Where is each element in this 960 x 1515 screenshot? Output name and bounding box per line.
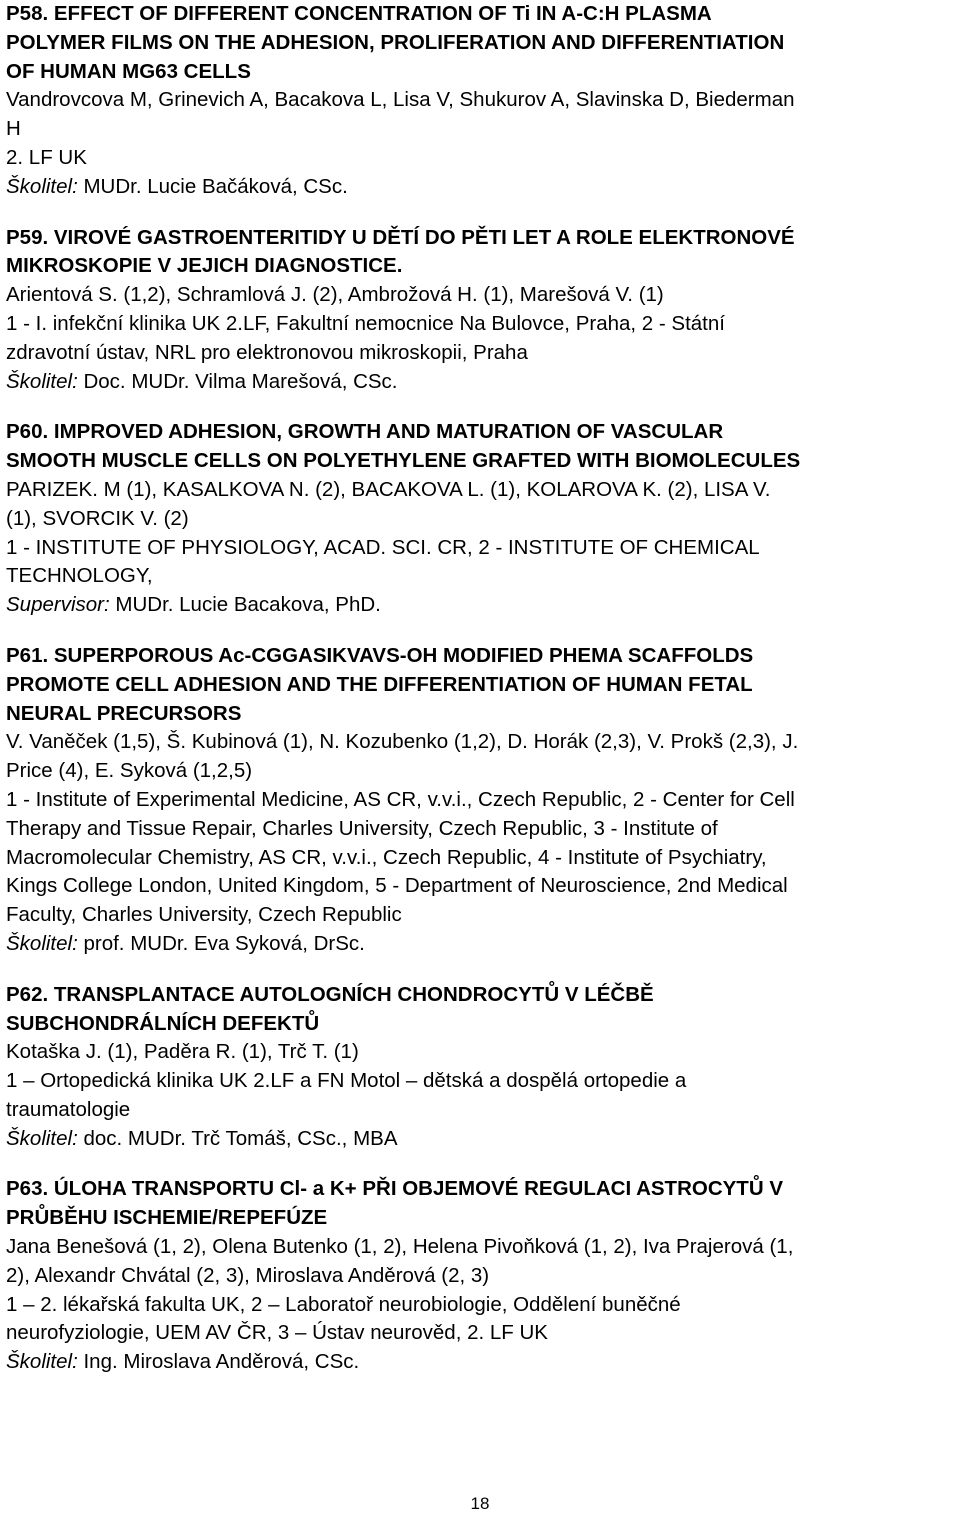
abstract-body-line: traumatologie	[6, 1097, 131, 1121]
abstract-body-line: neurofyziologie, UEM AV ČR, 3 – Ústav neurověd, 2. LF UK	[6, 1321, 548, 1345]
abstract-p58	[6, 0, 956, 202]
abstract-title-text: SUPERPOROUS Ac-CGGASIKVAVS-OH MODIFIED PHEMA SCAFFOLDS	[53, 643, 754, 667]
abstract-title-line: NEURAL PRECURSORS	[6, 701, 242, 725]
abstract-title-line: OF HUMAN MG63 CELLS	[6, 59, 251, 83]
abstract-body-line: 1 – Ortopedická klinika UK 2.LF a FN Motol – dětská a dospělá ortopedie a	[6, 1069, 687, 1093]
abstract-body-line: TECHNOLOGY,	[6, 564, 153, 588]
abstract-p63	[6, 1175, 956, 1377]
abstract-title-text: ÚLOHA TRANSPORTU Cl- a K+ PŘI OBJEMOVÉ REGULACI ASTROCYTŮ V	[53, 1177, 784, 1201]
supervisor-label: Školitel:	[6, 369, 78, 393]
abstract-p61	[6, 642, 956, 959]
abstract-body-line: H	[6, 117, 21, 141]
abstract-body-line: V. Vaněček (1,5), Š. Kubinová (1), N. Kozubenko (1,2), D. Horák (2,3), V. Prokš (2,3), J.	[6, 730, 799, 754]
abstract-body-line: 1 - Institute of Experimental Medicine, AS CR, v.v.i., Czech Republic, 2 - Center for Cell	[6, 787, 795, 811]
abstract-body-line: Therapy and Tissue Repair, Charles University, Czech Republic, 3 - Institute of	[6, 816, 718, 840]
abstract-body-line: (1), SVORCIK V. (2)	[6, 506, 189, 530]
abstract-title-line	[6, 224, 956, 253]
abstract-body-line: Macromolecular Chemistry, AS CR, v.v.i., Czech Republic, 4 - Institute of Psychiatry,	[6, 845, 767, 869]
abstract-title-line	[6, 0, 956, 29]
abstract-title-line: PROMOTE CELL ADHESION AND THE DIFFERENTIATION OF HUMAN FETAL	[6, 672, 753, 696]
abstract-body-line: 1 - I. infekční klinika UK 2.LF, Fakultní nemocnice Na Bulovce, Praha, 2 - Státní	[6, 311, 725, 335]
supervisor-label: Školitel:	[6, 1126, 78, 1150]
abstract-title-line: MIKROSKOPIE V JEJICH DIAGNOSTICE.	[6, 254, 403, 278]
abstract-body-line: Jana Benešová (1, 2), Olena Butenko (1, 2), Helena Pivoňková (1, 2), Iva Prajerová (1,	[6, 1235, 794, 1259]
supervisor-label: Supervisor:	[6, 593, 110, 617]
supervisor-line	[6, 368, 956, 397]
abstract-title-line	[6, 642, 956, 671]
abstract-p59	[6, 224, 956, 397]
abstract-code: P58.	[6, 2, 49, 25]
abstract-body-line: 1 - INSTITUTE OF PHYSIOLOGY, ACAD. SCI. CR, 2 - INSTITUTE OF CHEMICAL	[6, 535, 760, 559]
abstract-body-line: 2. LF UK	[6, 145, 87, 169]
supervisor-label: Školitel:	[6, 931, 78, 955]
abstract-body-line: 2), Alexandr Chvátal (2, 3), Miroslava Anděrová (2, 3)	[6, 1263, 490, 1287]
abstract-code: P60.	[6, 420, 49, 444]
abstract-title-line	[6, 418, 956, 447]
abstract-body-line: Kings College London, United Kingdom, 5 - Department of Neuroscience, 2nd Medical	[6, 874, 788, 898]
supervisor-line	[6, 591, 956, 620]
page-content	[6, 0, 956, 1377]
page-number: 18	[470, 1494, 490, 1513]
abstract-title-line	[6, 981, 956, 1010]
abstract-body-line: Vandrovcova M, Grinevich A, Bacakova L, Lisa V, Shukurov A, Slavinska D, Biederman	[6, 88, 795, 112]
abstract-code: P63.	[6, 1177, 49, 1201]
abstract-body-line: Price (4), E. Syková (1,2,5)	[6, 759, 253, 783]
abstract-p62	[6, 981, 956, 1154]
abstract-code: P62.	[6, 982, 49, 1006]
abstract-body-line: PARIZEK. M (1), KASALKOVA N. (2), BACAKOVA L. (1), KOLAROVA K. (2), LISA V.	[6, 477, 771, 501]
supervisor-name: prof. MUDr. Eva Syková, DrSc.	[77, 931, 365, 955]
abstract-code: P59.	[6, 225, 49, 249]
abstract-body-line: zdravotní ústav, NRL pro elektronovou mikroskopii, Praha	[6, 340, 528, 364]
supervisor-line	[6, 930, 956, 959]
supervisor-name: Doc. MUDr. Vilma Marešová, CSc.	[77, 369, 398, 393]
abstract-body-line: Kotaška J. (1), Paděra R. (1), Trč T. (1)	[6, 1040, 359, 1064]
abstract-body-line: Arientová S. (1,2), Schramlová J. (2), Ambrožová H. (1), Marešová V. (1)	[6, 283, 664, 307]
supervisor-line	[6, 1125, 956, 1154]
supervisor-line	[6, 1348, 956, 1377]
abstract-title-line: POLYMER FILMS ON THE ADHESION, PROLIFERATION AND DIFFERENTIATION	[6, 30, 785, 54]
supervisor-line	[6, 173, 956, 202]
abstract-title-line: SMOOTH MUSCLE CELLS ON POLYETHYLENE GRAFTED WITH BIOMOLECULES	[6, 449, 801, 473]
abstract-title-text: EFFECT OF DIFFERENT CONCENTRATION OF Ti IN A-C:H PLASMA	[53, 2, 712, 25]
supervisor-name: MUDr. Lucie Bačáková, CSc.	[77, 174, 348, 198]
abstract-title-text: TRANSPLANTACE AUTOLOGNÍCH CHONDROCYTŮ V LÉČBĚ	[53, 982, 654, 1006]
abstract-body-line: Faculty, Charles University, Czech Republic	[6, 903, 402, 927]
abstract-title-line: PRŮBĚHU ISCHEMIE/REPEFÚZE	[6, 1206, 328, 1230]
abstract-p60	[6, 418, 956, 620]
abstract-title-text: VIROVÉ GASTROENTERITIDY U DĚTÍ DO PĚTI LET A ROLE ELEKTRONOVÉ	[53, 225, 795, 249]
supervisor-name: MUDr. Lucie Bacakova, PhD.	[109, 593, 381, 617]
supervisor-name: doc. MUDr. Trč Tomáš, CSc., MBA	[77, 1126, 398, 1150]
abstract-title-line: SUBCHONDRÁLNÍCH DEFEKTŮ	[6, 1011, 320, 1035]
abstract-title-text: IMPROVED ADHESION, GROWTH AND MATURATION OF VASCULAR	[53, 420, 724, 444]
supervisor-label: Školitel:	[6, 174, 78, 198]
supervisor-label: Školitel:	[6, 1350, 78, 1374]
abstract-code: P61.	[6, 643, 49, 667]
abstract-title-line	[6, 1175, 956, 1204]
supervisor-name: Ing. Miroslava Anděrová, CSc.	[77, 1350, 360, 1374]
abstract-body-line: 1 – 2. lékařská fakulta UK, 2 – Laboratoř neurobiologie, Oddělení buněčné	[6, 1292, 681, 1316]
